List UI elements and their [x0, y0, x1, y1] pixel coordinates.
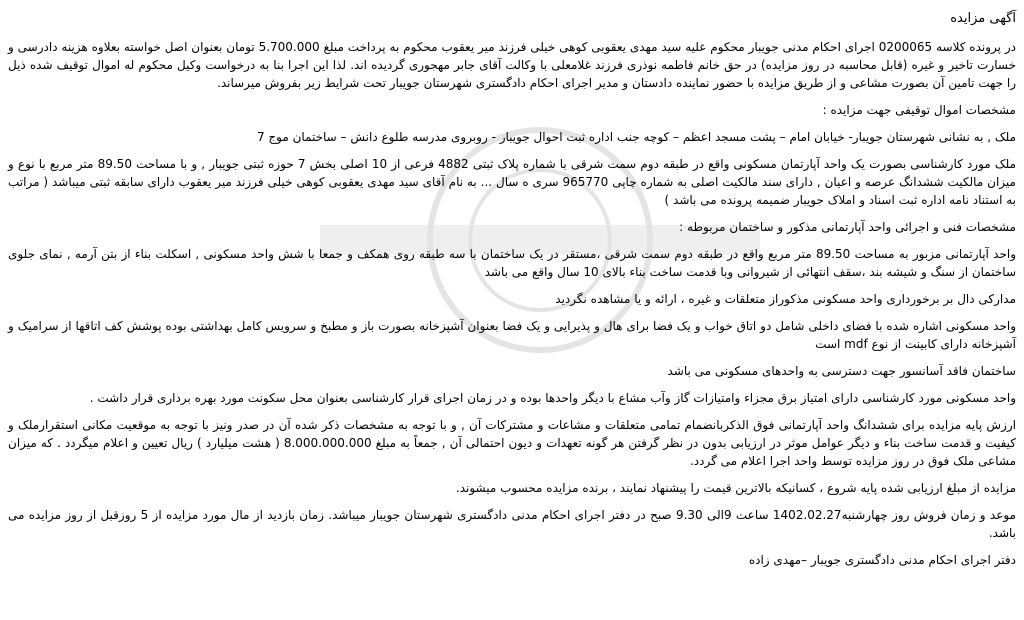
- paragraph-schedule: موعد و زمان فروش روز چهارشنبه1402.02.27 ساعت 9الی 9.30 صبح در دفتر اجرای احکام مدنی دادگستری شهرستان جویبار میباشد. زمان بازدید از مال مورد مزایده از 5 روزقبل از روز مزایده می باشد.: [8, 508, 1016, 540]
- paragraph-interior: واحد مسکونی اشاره شده با فضای داخلی شامل دو اتاق خواب و یک فضا برای هال و پذیرایی و یک فضا بعنوان آشپزخانه بصورت باز و مطبخ و سرویس کامل بهداشتی بوده پوشش کف اتاقها از سرامیک و آشپزخانه دارای کابینت از نوع mdf است: [8, 319, 1016, 351]
- heading-seized-property: مشخصات اموال توقیفی جهت مزایده :: [822, 103, 1016, 117]
- paragraph-address: ملک , به نشانی شهرستان جویبار- خیابان امام – پشت مسجد اعظم – کوچه جنب اداره ثبت احوال جویبار - روبروی مدرسه طلوع دانش – ساختمان موج 7: [256, 130, 1016, 144]
- paragraph-signature: دفتر اجرای احکام مدنی دادگستری جویبار –مهدی زاده: [748, 553, 1016, 567]
- paragraph-structure: واحد آپارتمانی مزبور به مساحت 89.50 متر مربع واقع در طبقه دوم سمت شرقی ،مستقر در یک ساختمان با سه طبقه روی همکف و جمعا با شش واحد مسکونی , اسکلت بناء از بتن آرمه , نمای جلوی ساختمان از سنگ و شیشه بند ،سقف انتهائی از شیروانی وبا قدمت ساخت بناء بالای 10 سال واقع می باشد: [8, 247, 1016, 279]
- paragraph-documents: مدارکی دال بر برخورداری واحد مسکونی مذکوراز متعلقات و غیره ، ارائه و یا مشاهده نگردید: [555, 292, 1016, 306]
- paragraph-registration: ملک مورد کارشناسی بصورت یک واحد آپارتمان مسکونی واقع در طبقه دوم سمت شرقی با شماره پلاک ثبتی 4882 فرعی از 10 اصلی بخش 7 حوزه ثبتی جویبار , و با مساحت 89.50 متر مربع با نوع و میزان مالکیت ششدانگ عرصه و اعیان , دارای سند مالکیت اصلی به شماره چاپی 965770 سری ه سال ... به نام آقای سید مهدی یعقوبی کوهی خیلی فرزند میر یعقوب دارای سابقه ثبتی میباشد ( مراتب به استناد نامه اداره ثبت اسناد و املاک جویبار ضمیمه پرونده می باشد ): [8, 157, 1017, 207]
- paragraph-intro: در پرونده کلاسه 0200065 اجرای احکام مدنی جویبار محکوم علیه سید مهدی یعقوبی کوهی خیلی فرزند میر یعقوب محکوم به پرداخت مبلغ 5.700.000 تومان بعنوان اصل خواسته بعلاوه هزینه دادرسی و خسارت تاخیر و غیره (قابل محاسبه در روز مزایده) در حق خانم فاطمه نوذری فرزند غلامعلی با وکالت آقای جابر مهجوری گردیده اند. لذا این اجرا بنا به درخواست وکیل محکوم له اموال توقیف شده ذیل را جهت تامین آن بصورت مشاعی و از طریق مزایده با حضور نماینده دادستان و مدیر اجرای احکام دادگستری شهرستان جویبار تحت شرایط زیر بفروش میرساند.: [8, 40, 1017, 90]
- paragraph-utilities: واحد مسکونی مورد کارشناسی دارای امتیاز برق مجزاء وامتیازات گاز وآب مشاع با دیگر واحدها بوده و در زمان اجرای قرار کارشناسی بعنوان محل سکونت مورد بهره برداری قرار داشت .: [89, 391, 1016, 405]
- paragraph-valuation: ارزش پایه مزایده برای ششدانگ واحد آپارتمانی فوق الذکربانضمام تمامی متعلقات و مشاعات و مشترکات آن , و با توجه به مشخصات ذکر شده آن در صدر ونیز با توجه به موقعیت مکانی استقرارملک و کیفیت و قدمت ساخت بناء و دیگر عوامل موثر در ارزیابی بدون در نظر گرفتن هر گونه تعهدات و دیون احتمالی آن , جمعاً به مبلغ 8.000.000.000 ( هشت میلیارد ) ریال تعیین و اعلام میگردد . که میزان مشاعی ملک فوق در روز مزایده توسط واحد اجرا اعلام می گردد.: [8, 418, 1017, 468]
- notice-title: آگهی مزایده: [950, 11, 1016, 26]
- heading-technical-specs: مشخصات فنی و اجرائی واحد آپارتمانی مذکور و ساختمان مربوطه :: [679, 220, 1016, 234]
- paragraph-bidding-rule: مزایده از مبلغ ارزیابی شده پایه شروع ، کسانیکه بالاترین قیمت را پیشنهاد نمایند ، برنده مزایده محسوب میشوند.: [455, 481, 1016, 495]
- paragraph-elevator: ساختمان فاقد آسانسور جهت دسترسی به واحدهای مسکونی می باشد: [667, 364, 1016, 378]
